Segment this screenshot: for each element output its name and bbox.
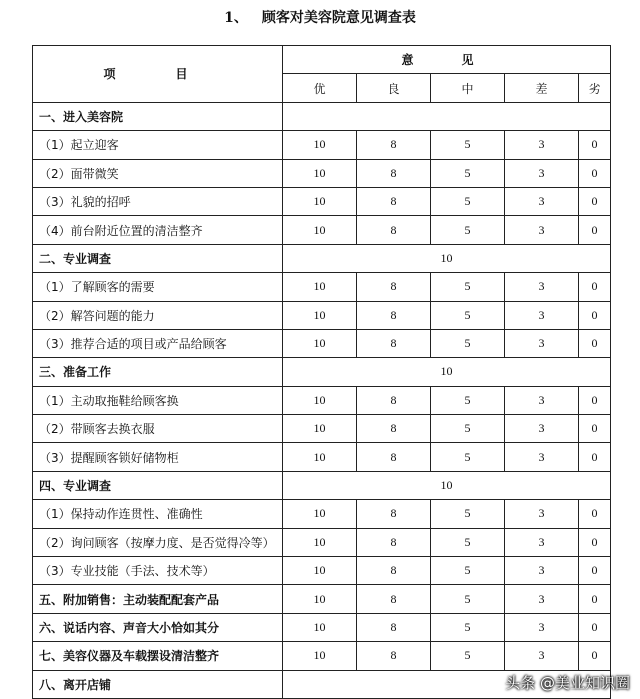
- section-total: [283, 102, 611, 130]
- score-cell: 0: [579, 528, 611, 556]
- rating-good: 良: [357, 74, 431, 102]
- table-row: [33, 131, 611, 159]
- score-cell: 3: [505, 415, 579, 443]
- score-cell: 0: [579, 159, 611, 187]
- score-cell: 0: [579, 443, 611, 471]
- item-label: （2）解答问题的能力: [33, 301, 283, 329]
- score-cell: 0: [579, 642, 611, 670]
- section-row: [33, 244, 611, 272]
- header-row-1: [33, 46, 611, 74]
- score-cell: 3: [505, 557, 579, 585]
- table-row: [33, 329, 611, 357]
- section-label: 三、准备工作: [33, 358, 283, 386]
- section-row: [33, 102, 611, 130]
- table-row: [33, 273, 611, 301]
- score-cell: 0: [579, 500, 611, 528]
- item-label: （2）询问顾客（按摩力度、是否觉得冷等）: [33, 528, 283, 556]
- score-cell: 3: [505, 159, 579, 187]
- item-label: （1）起立迎客: [33, 131, 283, 159]
- score-cell: 0: [579, 613, 611, 641]
- item-label: （3）专业技能（手法、技术等）: [33, 557, 283, 585]
- score-cell: 8: [357, 329, 431, 357]
- item-label: （3）礼貌的招呼: [33, 187, 283, 215]
- table-row: [33, 500, 611, 528]
- score-cell: 5: [431, 131, 505, 159]
- table-row: [33, 386, 611, 414]
- item-label: （2）面带微笑: [33, 159, 283, 187]
- table-row: [33, 216, 611, 244]
- score-cell: 0: [579, 131, 611, 159]
- score-cell: 5: [431, 528, 505, 556]
- score-cell: 10: [283, 557, 357, 585]
- score-cell: 8: [357, 415, 431, 443]
- score-cell: 10: [283, 159, 357, 187]
- score-cell: 8: [357, 528, 431, 556]
- table-row: [33, 528, 611, 556]
- section-label: 七、美容仪器及车载摆设清洁整齐: [33, 642, 283, 670]
- table-row: [33, 557, 611, 585]
- score-cell: 0: [579, 273, 611, 301]
- score-cell: 5: [431, 500, 505, 528]
- score-cell: 0: [579, 216, 611, 244]
- score-cell: 3: [505, 528, 579, 556]
- score-cell: 0: [579, 386, 611, 414]
- section-label: 五、附加销售：主动装配配套产品: [33, 585, 283, 613]
- score-cell: 3: [505, 301, 579, 329]
- score-cell: 10: [283, 187, 357, 215]
- score-cell: 10: [283, 131, 357, 159]
- score-cell: 8: [357, 642, 431, 670]
- score-cell: 0: [579, 301, 611, 329]
- item-label: （4）前台附近位置的清洁整齐: [33, 216, 283, 244]
- score-cell: 3: [505, 386, 579, 414]
- score-cell: 3: [505, 613, 579, 641]
- score-cell: 5: [431, 301, 505, 329]
- score-cell: 3: [505, 642, 579, 670]
- section-total: 10: [283, 358, 611, 386]
- score-cell: 10: [283, 500, 357, 528]
- score-cell: 8: [357, 443, 431, 471]
- section-label: 八、离开店铺: [33, 670, 283, 698]
- score-cell: 10: [283, 613, 357, 641]
- rating-poor: 差: [505, 74, 579, 102]
- page-title: [0, 7, 640, 27]
- score-cell: 10: [283, 386, 357, 414]
- score-cell: 3: [505, 131, 579, 159]
- section-row: [33, 471, 611, 499]
- opinion-column-header: 意 见: [283, 46, 611, 74]
- title-text: 顾客对美容院意见调查表: [261, 10, 416, 26]
- table-row: [33, 187, 611, 215]
- score-cell: 5: [431, 585, 505, 613]
- item-column-header: 项 目: [33, 46, 283, 103]
- score-cell: 3: [505, 216, 579, 244]
- score-cell: 10: [283, 216, 357, 244]
- score-cell: 8: [357, 131, 431, 159]
- score-cell: 0: [579, 415, 611, 443]
- score-cell: 8: [357, 301, 431, 329]
- section-total: 10: [283, 471, 611, 499]
- score-cell: 3: [505, 187, 579, 215]
- score-cell: 8: [357, 557, 431, 585]
- section-total: 10: [283, 244, 611, 272]
- section-label: 一、进入美容院: [33, 102, 283, 130]
- section-row: [33, 358, 611, 386]
- score-cell: 8: [357, 585, 431, 613]
- score-cell: 5: [431, 443, 505, 471]
- item-label: （2）带顾客去换衣服: [33, 415, 283, 443]
- score-cell: 8: [357, 386, 431, 414]
- score-cell: 5: [431, 642, 505, 670]
- table-row: [33, 301, 611, 329]
- score-cell: 3: [505, 443, 579, 471]
- score-cell: 8: [357, 216, 431, 244]
- rating-excellent: 优: [283, 74, 357, 102]
- table-row: [33, 642, 611, 670]
- score-cell: 10: [283, 273, 357, 301]
- score-cell: 0: [579, 329, 611, 357]
- item-label: （1）主动取拖鞋给顾客换: [33, 386, 283, 414]
- watermark: 头条 @美业知识圈: [505, 674, 630, 692]
- section-label: 四、专业调查: [33, 471, 283, 499]
- table-row: [33, 415, 611, 443]
- score-cell: 5: [431, 329, 505, 357]
- item-label: （3）推荐合适的项目或产品给顾客: [33, 329, 283, 357]
- score-cell: 5: [431, 187, 505, 215]
- score-cell: 3: [505, 585, 579, 613]
- score-cell: 8: [357, 187, 431, 215]
- score-cell: 5: [431, 613, 505, 641]
- section-label: 二、专业调查: [33, 244, 283, 272]
- score-cell: 3: [505, 273, 579, 301]
- score-cell: 8: [357, 613, 431, 641]
- score-cell: 10: [283, 329, 357, 357]
- score-cell: 10: [283, 528, 357, 556]
- score-cell: 5: [431, 273, 505, 301]
- score-cell: 8: [357, 159, 431, 187]
- score-cell: 5: [431, 386, 505, 414]
- rating-bad: 劣: [579, 74, 611, 102]
- score-cell: 5: [431, 159, 505, 187]
- title-number: 1、: [224, 10, 248, 26]
- score-cell: 3: [505, 500, 579, 528]
- score-cell: 5: [431, 415, 505, 443]
- item-label: （1）了解顾客的需要: [33, 273, 283, 301]
- score-cell: 10: [283, 301, 357, 329]
- score-cell: 10: [283, 585, 357, 613]
- score-cell: 0: [579, 585, 611, 613]
- score-cell: 8: [357, 500, 431, 528]
- score-cell: 5: [431, 216, 505, 244]
- score-cell: 0: [579, 187, 611, 215]
- score-cell: 10: [283, 415, 357, 443]
- table-row: [33, 585, 611, 613]
- score-cell: 8: [357, 273, 431, 301]
- score-cell: 10: [283, 443, 357, 471]
- survey-table: [32, 45, 611, 699]
- score-cell: 0: [579, 557, 611, 585]
- item-label: （1）保持动作连贯性、准确性: [33, 500, 283, 528]
- table-row: [33, 159, 611, 187]
- section-label: 六、说话内容、声音大小恰如其分: [33, 613, 283, 641]
- item-label: （3）提醒顾客锁好储物柜: [33, 443, 283, 471]
- score-cell: 3: [505, 329, 579, 357]
- score-cell: 10: [283, 642, 357, 670]
- score-cell: 5: [431, 557, 505, 585]
- rating-average: 中: [431, 74, 505, 102]
- table-row: [33, 613, 611, 641]
- table-row: [33, 443, 611, 471]
